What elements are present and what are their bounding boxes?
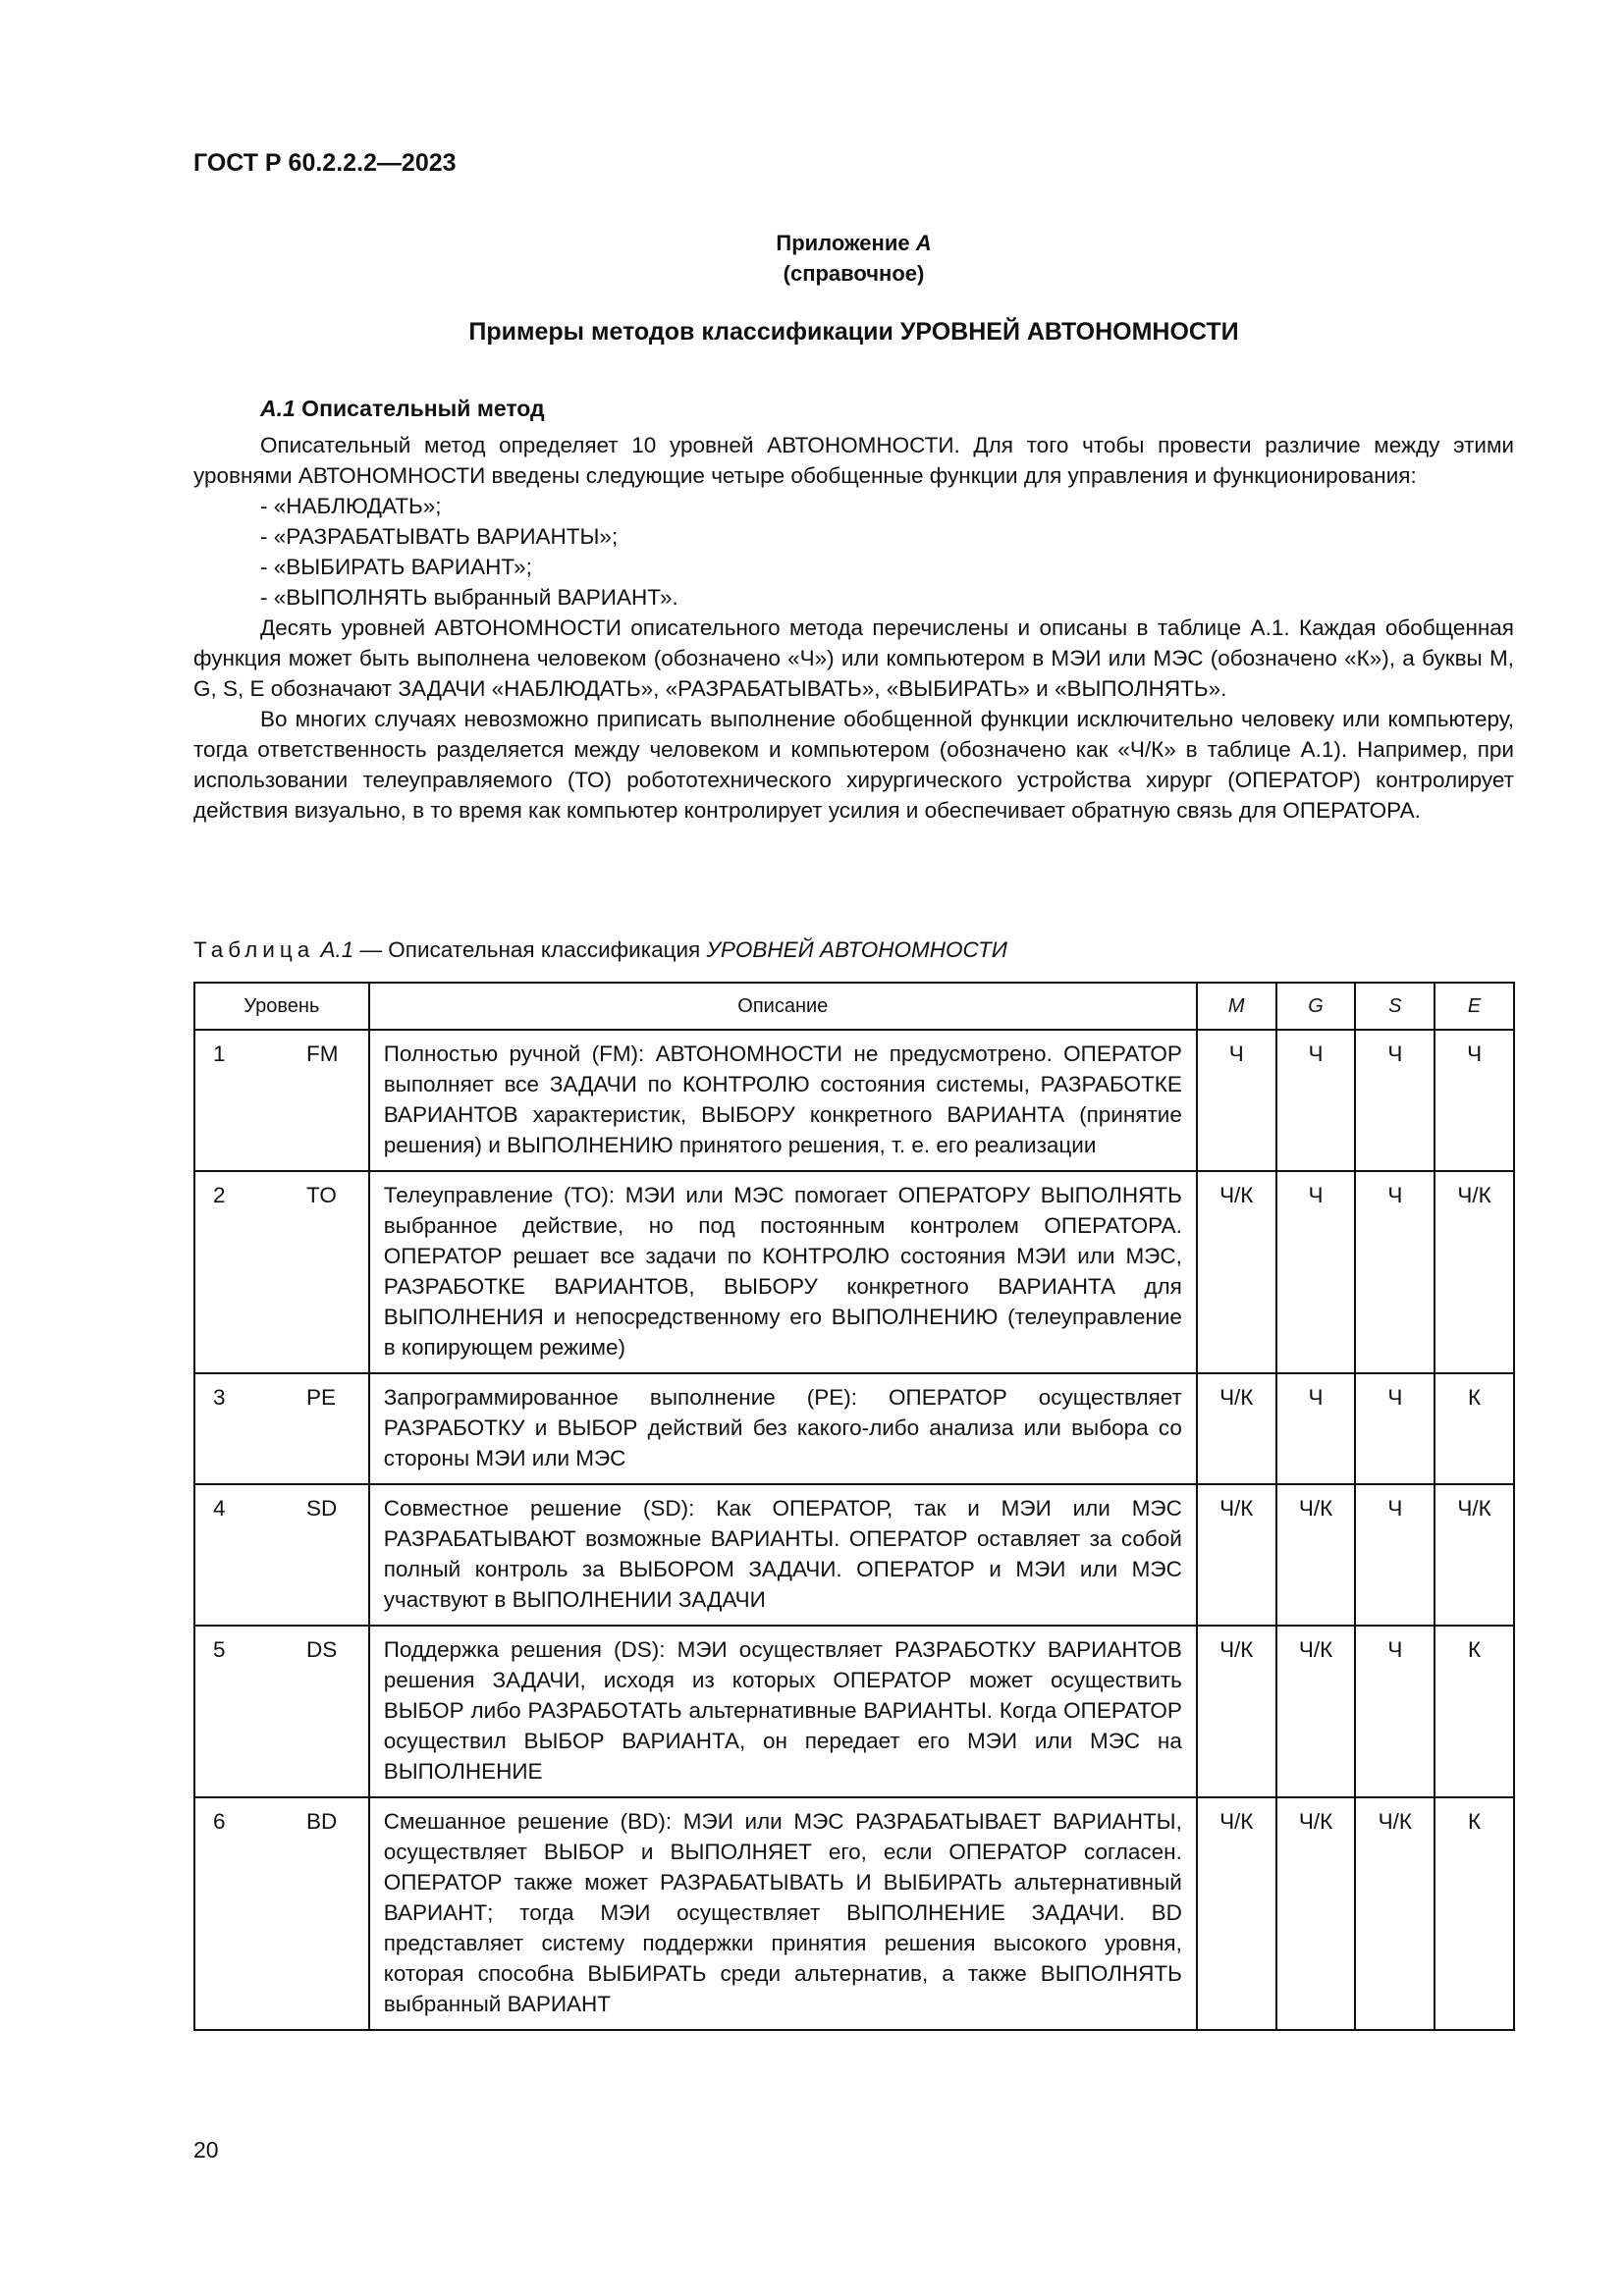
g-cell: Ч: [1276, 1373, 1356, 1484]
function-list: [193, 491, 1514, 613]
level-code: TO: [306, 1183, 337, 1207]
table-row: [194, 1484, 1514, 1626]
page-number: 20: [193, 2137, 219, 2163]
section-heading: [260, 396, 545, 422]
paragraph-2: Десять уровней АВТОНОМНОСТИ описательного метода перечислены и описаны в таблице А.1. Каждая обобщенная функция может быть выполнена человеком (обозначено «Ч») или компьютером в МЭИ или МЭС (обозначено «К»), а буквы M, G, S, E обозначают ЗАДАЧИ «НАБЛЮДАТЬ», «РАЗРАБАТЫВАТЬ», «ВЫБИРАТЬ» и «ВЫПОЛНЯТЬ».: [193, 615, 1514, 701]
document-code: ГОСТ Р 60.2.2.2—2023: [193, 149, 457, 177]
header-level: Уровень: [194, 983, 369, 1030]
m-cell: Ч/К: [1197, 1484, 1276, 1626]
table-row: [194, 1373, 1514, 1484]
e-cell: К: [1435, 1373, 1514, 1484]
header-s-label: S: [1388, 994, 1402, 1017]
level-number: 1: [213, 1041, 226, 1066]
annex-heading: Примеры методов классификации УРОВНЕЙ АВТОНОМНОСТИ: [468, 318, 1239, 346]
annex-letter: А: [915, 231, 932, 255]
description-cell: Запрограммированное выполнение (PE): ОПЕРАТОР осуществляет РАЗРАБОТКУ и ВЫБОР действий без какого-либо анализа или выбора со стороны МЭИ или МЭС: [369, 1373, 1197, 1484]
s-cell: Ч: [1355, 1373, 1435, 1484]
level-cell: [194, 1171, 369, 1373]
table-row: [194, 1797, 1514, 2030]
level-cell: [194, 1626, 369, 1797]
description-cell: Телеуправление (TO): МЭИ или МЭС помогает ОПЕРАТОРУ ВЫПОЛНЯТЬ выбранное действие, но под постоянным контролем ОПЕРАТОРА. ОПЕРАТОР решает все задачи по КОНТРОЛЮ состояния МЭИ или МЭС, РАЗРАБОТКЕ ВАРИАНТОВ, ВЫБОРУ конкретного ВАРИАНТА для ВЫПОЛНЕНИЯ и непосредственному его ВЫПОЛНЕНИЮ (телеуправление в копирующем режиме): [369, 1171, 1197, 1373]
level-cell: [194, 1030, 369, 1171]
g-cell: Ч: [1276, 1171, 1356, 1373]
table-caption: [193, 937, 1007, 963]
table-caption-number: А.1: [320, 937, 354, 962]
description-cell: Совместное решение (SD): Как ОПЕРАТОР, так и МЭИ или МЭС РАЗРАБАТЫВАЮТ возможные ВАРИАНТЫ. ОПЕРАТОР оставляет за собой полный контроль за ВЫБОРОМ ЗАДАЧИ. ОПЕРАТОР и МЭИ или МЭС участвуют в ВЫПОЛНЕНИИ ЗАДАЧИ: [369, 1484, 1197, 1626]
level-code: DS: [306, 1637, 338, 1662]
classification-table: [193, 982, 1515, 2031]
list-item: - «ВЫПОЛНЯТЬ выбранный ВАРИАНТ».: [260, 585, 678, 610]
table-row: [194, 1626, 1514, 1797]
header-description: Описание: [369, 983, 1197, 1030]
level-cell: [194, 1797, 369, 2030]
annex-title: [193, 228, 1514, 258]
header-g: [1276, 983, 1356, 1030]
m-cell: Ч: [1197, 1030, 1276, 1171]
level-code: PE: [306, 1385, 337, 1410]
table-header-row: [194, 983, 1514, 1030]
list-item: - «ВЫБИРАТЬ ВАРИАНТ»;: [260, 555, 532, 579]
e-cell: Ч: [1435, 1030, 1514, 1171]
table-caption-label: Таблица: [193, 937, 315, 962]
header-s: [1355, 983, 1435, 1030]
level-number: 2: [213, 1183, 226, 1207]
m-cell: Ч/К: [1197, 1797, 1276, 2030]
s-cell: Ч: [1355, 1030, 1435, 1171]
level-cell: [194, 1484, 369, 1626]
level-number: 3: [213, 1385, 226, 1410]
header-m: [1197, 983, 1276, 1030]
g-cell: Ч/К: [1276, 1626, 1356, 1797]
e-cell: Ч/К: [1435, 1484, 1514, 1626]
s-cell: Ч: [1355, 1171, 1435, 1373]
g-cell: Ч/К: [1276, 1797, 1356, 2030]
e-cell: К: [1435, 1626, 1514, 1797]
level-code: FM: [306, 1041, 339, 1066]
level-code: SD: [306, 1496, 338, 1521]
intro-paragraph: Описательный метод определяет 10 уровней АВТОНОМНОСТИ. Для того чтобы провести различие между этими уровнями АВТОНОМНОСТИ введены следующие четыре обобщенные функции для управления и функционирования:: [193, 433, 1514, 488]
header-e-label: E: [1467, 994, 1482, 1017]
level-number: 4: [213, 1496, 226, 1521]
e-cell: Ч/К: [1435, 1171, 1514, 1373]
paragraph-3: Во многих случаях невозможно приписать выполнение обобщенной функции исключительно человеку или компьютеру, тогда ответственность разделяется между человеком и компьютером (обозначено как «Ч/К» в таблице А.1). Например, при использовании телеуправляемого (ТО) робототехнического хирургического устройства хирург (ОПЕРАТОР) контролирует действия визуально, в то время как компьютер контролирует усилия и обеспечивает обратную связь для ОПЕРАТОРА.: [193, 707, 1514, 823]
description-cell: Смешанное решение (BD): МЭИ или МЭС РАЗРАБАТЫВАЕТ ВАРИАНТЫ, осуществляет ВЫБОР и ВЫПОЛНЯЕТ его, если ОПЕРАТОР согласен. ОПЕРАТОР также может РАЗРАБАТЫВАТЬ И ВЫБИРАТЬ альтернативный ВАРИАНТ; тогда МЭИ осуществляет ВЫПОЛНЕНИЕ ЗАДАЧИ. BD представляет систему поддержки принятия решения высокого уровня, которая способна ВЫБИРАТЬ среди альтернатив, а также ВЫПОЛНЯТЬ выбранный ВАРИАНТ: [369, 1797, 1197, 2030]
table-row: [194, 1030, 1514, 1171]
level-cell: [194, 1373, 369, 1484]
header-g-label: G: [1308, 994, 1324, 1017]
header-e: [1435, 983, 1514, 1030]
annex-prefix: Приложение: [776, 231, 916, 255]
m-cell: Ч/К: [1197, 1171, 1276, 1373]
g-cell: Ч: [1276, 1030, 1356, 1171]
s-cell: Ч: [1355, 1626, 1435, 1797]
description-cell: Поддержка решения (DS): МЭИ осуществляет РАЗРАБОТКУ ВАРИАНТОВ решения ЗАДАЧИ, исходя из которых ОПЕРАТОР может осуществить ВЫБОР либо РАЗРАБОТАТЬ альтернативные ВАРИАНТЫ. Когда ОПЕРАТОР осуществил ВЫБОР ВАРИАНТА, он передает его МЭИ или МЭС на ВЫПОЛНЕНИЕ: [369, 1626, 1197, 1797]
m-cell: Ч/К: [1197, 1626, 1276, 1797]
section-title: Описательный метод: [295, 396, 545, 421]
level-number: 6: [213, 1809, 226, 1834]
s-cell: Ч: [1355, 1484, 1435, 1626]
s-cell: Ч/К: [1355, 1797, 1435, 2030]
list-item: - «РАЗРАБАТЫВАТЬ ВАРИАНТЫ»;: [260, 524, 619, 549]
table-row: [194, 1171, 1514, 1373]
m-cell: Ч/К: [1197, 1373, 1276, 1484]
annex-type: (справочное): [783, 261, 925, 286]
table-caption-dash: — Описательная классификация: [353, 937, 707, 962]
e-cell: К: [1435, 1797, 1514, 2030]
level-number: 5: [213, 1637, 226, 1662]
g-cell: Ч/К: [1276, 1484, 1356, 1626]
description-cell: Полностью ручной (FM): АВТОНОМНОСТИ не предусмотрено. ОПЕРАТОР выполняет все ЗАДАЧИ по КОНТРОЛЮ состояния системы, РАЗРАБОТКЕ ВАРИАНТОВ характеристик, ВЫБОРУ конкретного ВАРИАНТА (принятие решения) и ВЫПОЛНЕНИЮ принятого решения, т. е. его реализации: [369, 1030, 1197, 1171]
section-number: А.1: [260, 396, 296, 421]
section-body: [193, 430, 1514, 826]
header-m-label: M: [1227, 994, 1245, 1017]
list-item: - «НАБЛЮДАТЬ»;: [260, 494, 442, 518]
table-caption-title: УРОВНЕЙ АВТОНОМНОСТИ: [706, 937, 1007, 962]
level-code: BD: [306, 1809, 338, 1834]
